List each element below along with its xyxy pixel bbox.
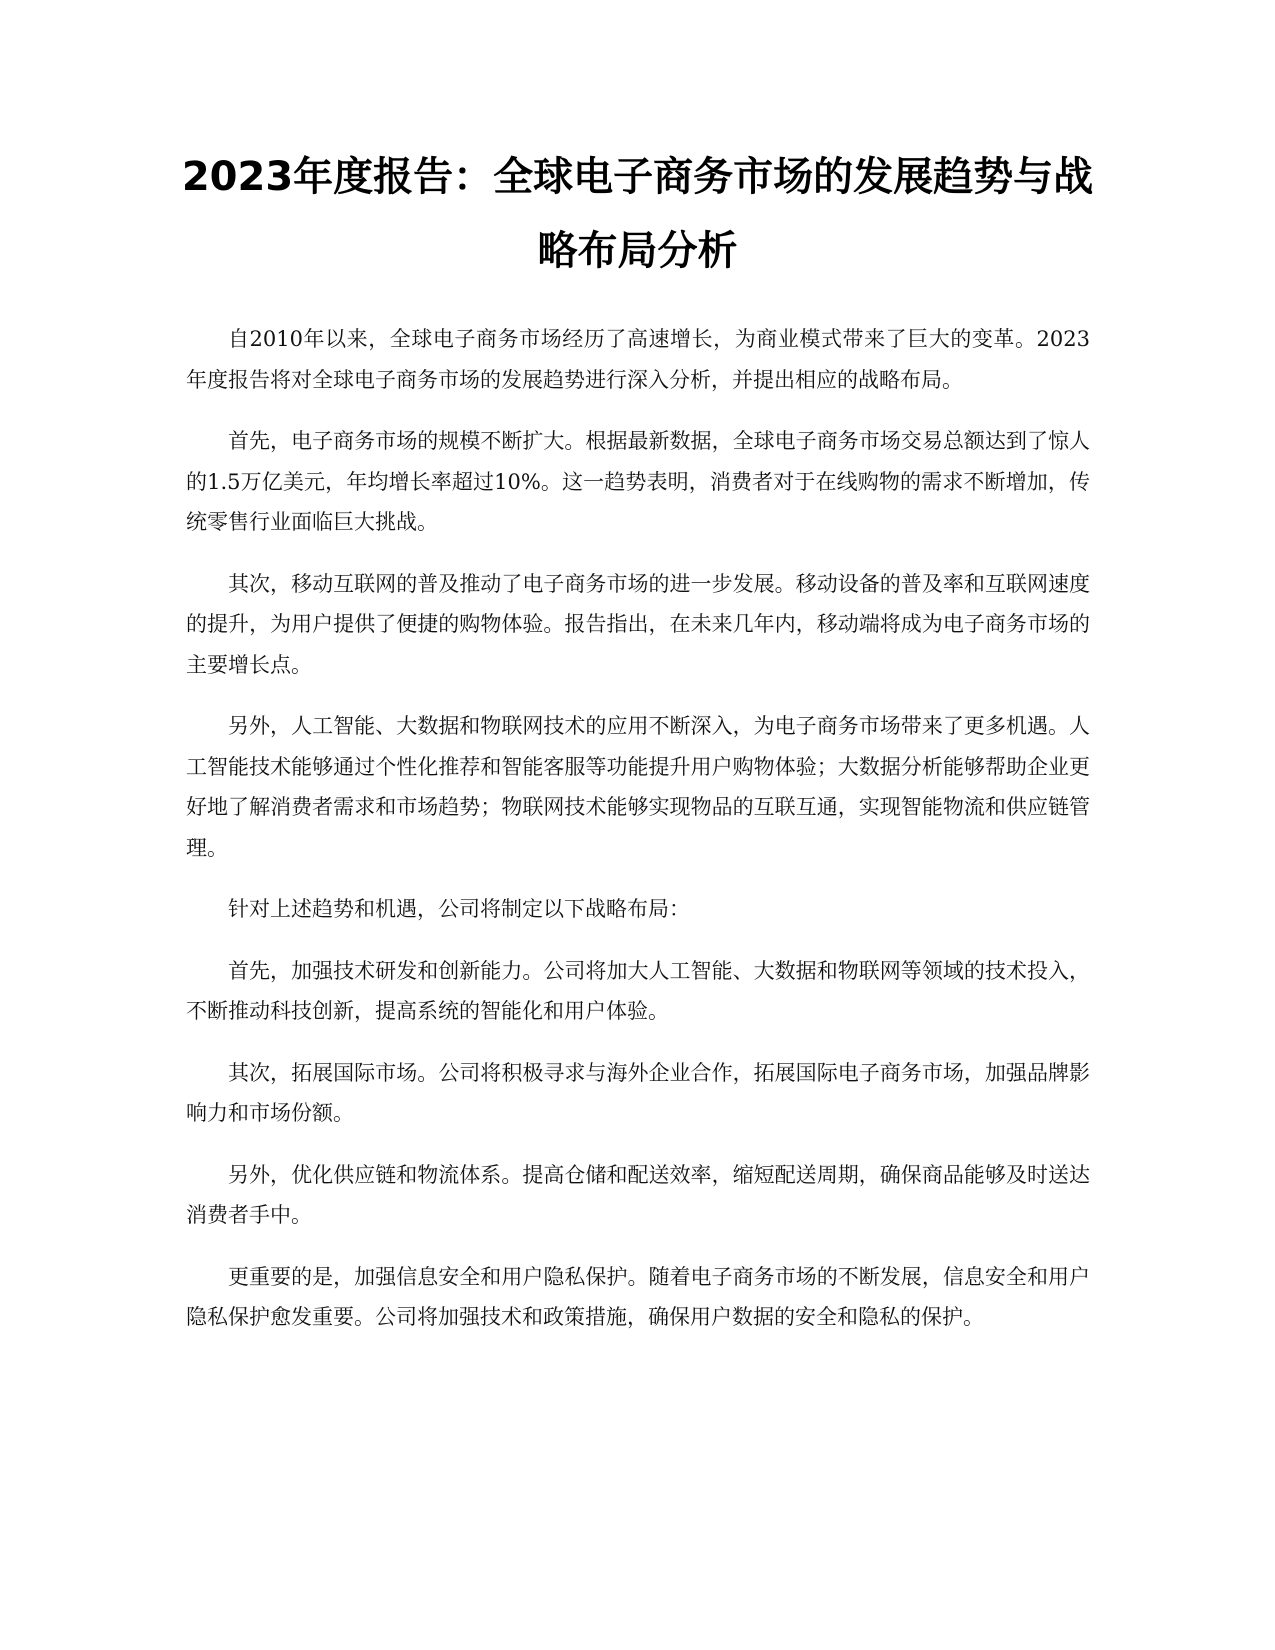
paragraph-strategy-intro: 针对上述趋势和机遇，公司将制定以下战略布局：	[228, 897, 690, 921]
document-title: 2023年度报告：全球电子商务市场的发展趋势与战略布局分析	[181, 154, 1094, 274]
document-body	[186, 319, 1090, 1359]
paragraph-mobile-internet: 其次，移动互联网的普及推动了电子商务市场的进一步发展。移动设备的普及率和互联网速度的提升，为用户提供了便捷的购物体验。报告指出，在未来几年内，移动端将成为电子商务市场的主要增长点。	[186, 571, 1090, 677]
paragraph-strategy-international: 其次，拓展国际市场。公司将积极寻求与海外企业合作，拓展国际电子商务市场，加强品牌影响力和市场份额。	[186, 1060, 1090, 1125]
paragraph-strategy-rnd: 首先，加强技术研发和创新能力。公司将加大人工智能、大数据和物联网等领域的技术投入，不断推动科技创新，提高系统的智能化和用户体验。	[186, 958, 1090, 1023]
paragraph-strategy-security: 更重要的是，加强信息安全和用户隐私保护。随着电子商务市场的不断发展，信息安全和用户隐私保护愈发重要。公司将加强技术和政策措施，确保用户数据的安全和隐私的保护。	[186, 1264, 1090, 1329]
paragraph-market-scale: 首先，电子商务市场的规模不断扩大。根据最新数据，全球电子商务市场交易总额达到了惊人的1.5万亿美元，年均增长率超过10%。这一趋势表明，消费者对于在线购物的需求不断增加，传统零售行业面临巨大挑战。	[186, 429, 1090, 534]
paragraph-intro: 自2010年以来，全球电子商务市场经历了高速增长，为商业模式带来了巨大的变革。2023年度报告将对全球电子商务市场的发展趋势进行深入分析，并提出相应的战略布局。	[186, 327, 1090, 392]
paragraph-technology: 另外，人工智能、大数据和物联网技术的应用不断深入，为电子商务市场带来了更多机遇。人工智能技术能够通过个性化推荐和智能客服等功能提升用户购物体验；大数据分析能够帮助企业更好地了解消费者需求和市场趋势；物联网技术能够实现物品的互联互通，实现智能物流和供应链管理。	[186, 714, 1090, 860]
paragraph-strategy-supply-chain: 另外，优化供应链和物流体系。提高仓储和配送效率，缩短配送周期，确保商品能够及时送达消费者手中。	[186, 1162, 1090, 1227]
